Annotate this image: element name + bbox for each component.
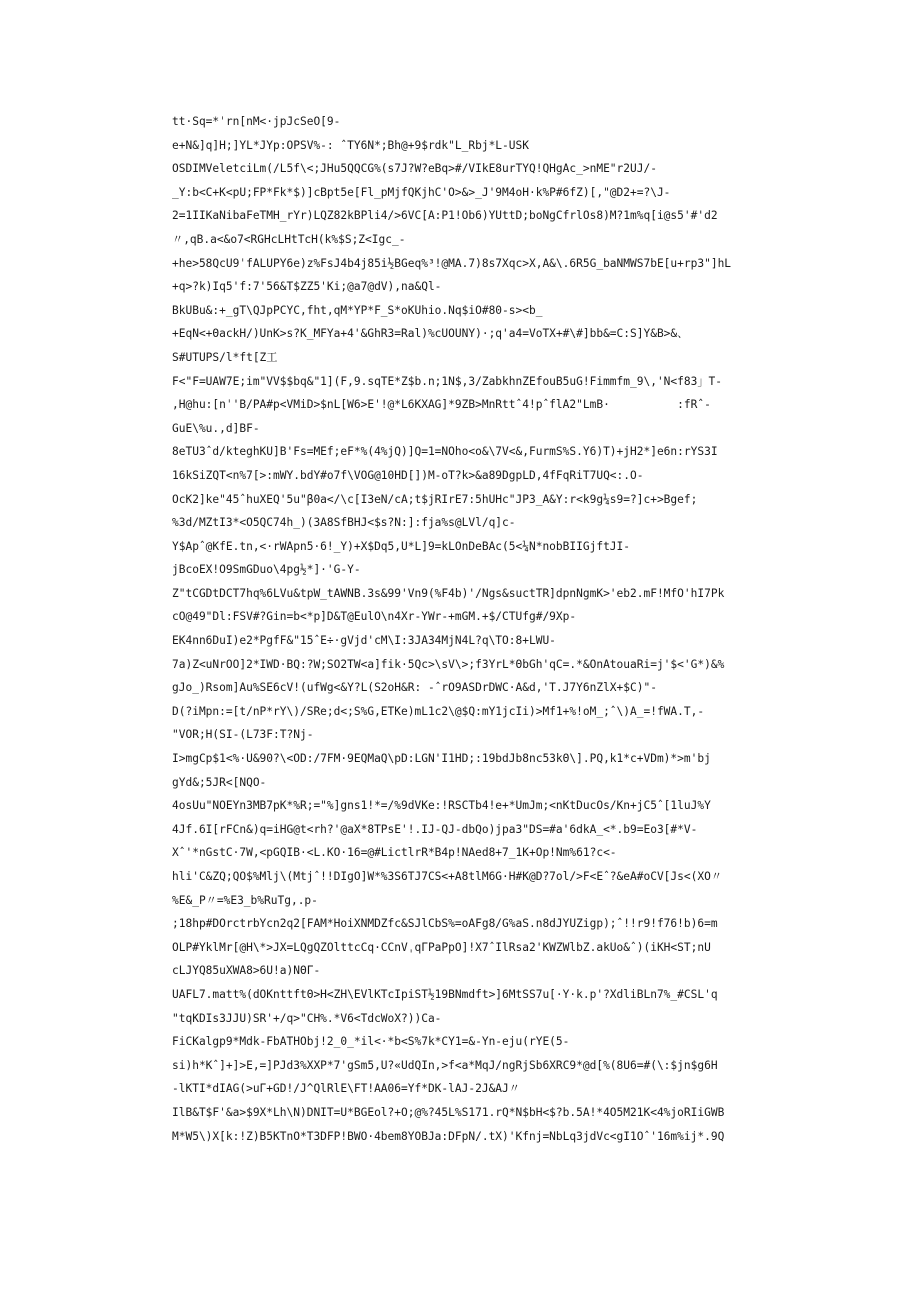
text-line: UAFL7.matt%(dOKnttftΘ>H<ZH\EVlKTcIpiST½19BNmdft>]6MtSS7u[·Y·k.p'?XdliBLn7%_#CSL'q [172, 987, 718, 1001]
text-line: _Y:b<C+K<pU;FP*Fk*$)]cBpt5e[Fl_pMjfQKjhC'O>&>_J'9M4oH·k%P#6fZ)[,"@D2+=?\J- [172, 185, 671, 199]
text-line: Y$Apˆ@KfE.tn,<·rWApn5·6!_Y)+X$Dq5,U*L]9=kLOnDeBAc(5<¼N*nobBIIGjftJI- [172, 539, 631, 553]
text-line: cLJYQ85uXWA8>6U!a)NΘΓ- [172, 964, 321, 978]
text-line: S#UTUPS/l*ft[Z工 [172, 350, 278, 364]
text-line: OcK2]ke"45ˆhuXEQ'5u"β0a</\c[I3eN/cA;t$jRIrE7:5hUHc"JP3_A&Y:r<k9g¼s9=?]c+>Bgef; [172, 492, 698, 506]
text-line: hli'C&ZQ;QO$%Mlj\(Mtjˆ!!DIgO]W*%3S6TJ7CS<+A8tlM6G·H#K@D?7ol/>F<Eˆ?&eA#oCV[Js<(XO〃 [172, 870, 723, 883]
text-line: %E&_P〃=%E3_b%RuTg,.p- [172, 893, 318, 907]
text-line: jBcoEX!O9SmGDuo\4pg½*]·'G-Y- [172, 563, 361, 577]
text-line: D(?iMpn:=[t/nP*rY\)/SRe;d<;S%G,ETKe)mL1c2\@$Q:mY1jcIi)>Mf1+%!oM_;ˆ\)A_=!fWA.T,- [172, 704, 705, 718]
text-line: OLP#YklMr[@H\*>JX=LQgQZOlttcCq·CCnVˌqΓPaPpO]!X7ˆIlRsa2'KWZWlbZ.akUo&ˆ)(iKH<ST;nU [172, 940, 711, 954]
text-line: 16kSiZQT<n%7[>:mWY.bdY#o7f\VOG@10HD[])M-oT?k>&a89DgpLD,4fFqRiT7UQ<:.O- [172, 468, 644, 482]
text-line: gJo_)Rsom]Au%SE6cV!(ufWg<&Y?L(S2oH&R: -ˆrO9ASDrDWC·A&d,'T.J7Y6nZlX+$C)"- [172, 681, 657, 695]
text-line: ,H@hu:[nˈ'B/PA#p<VMiD>$nL[W6>E'!@*L6KXAG]*9ZB>MnRttˆ4!pˆflA2"LmB· :fRˆ- [172, 398, 711, 412]
text-line: M*W5\)X[k:!Z)B5KTnO*T3DFP!BWO·4bem8YOBJa:DFpN/.tX)'Kfnj=NbLq3jdVc<gI1Oˆ'16m%ij*.9Q [172, 1129, 725, 1143]
text-line: +q>?k)Iq5'f:7'56&T$ZZ5'Ki;@a7@dV),na&Ql- [172, 280, 442, 294]
text-line: gYd&;5JR<[NQO- [172, 775, 267, 789]
text-line: "VOR;H(SI-(L73F:T?Nj- [172, 728, 314, 742]
text-line: 4Jf.6I[rFCn&)q=iHG@t<rh?'@aX*8TPsE'!.IJ-QJ-dbQo)jpa3"DS=#a'6dkA_<*.b9=Eo3[#*V- [172, 822, 698, 836]
text-line: Xˆ'*nGstC·7W,<pGQIB·<L.KO·16=@#LictlrR*B4p!NAed8+7_1K+Op!Nm%61?c<- [172, 846, 617, 860]
text-line: I>mgCp$1<%·U&90?\<OD:/7FM·9EQMaQ\pD:LGN'I1HD;:19bdJb8nc53kΘ\].PQ,k1*c+VDm)*>m'bj [172, 752, 711, 766]
text-line: BkUBu&:+_gT\QJpPCYC,fht,qM*YP*F_S*oKUhio.Nq$iO#80-s><b_ [172, 303, 543, 317]
text-line: OSDIMVeletciLm(/L5f\<;JHu5QQCG%(s7J?W?eBq>#/VIkE8urTYQ!QHgAc_>nME"r2UJ/- [172, 162, 657, 176]
document-text-block [172, 110, 752, 1148]
text-line: EK4nn6DuI)e2*PgfF&"15ˆE÷·gVjd'cM\I:3JA34MjN4L?q\TO:8+LWU- [172, 634, 556, 648]
text-line: Z"tCGDtDCT7hq%6LVu&tpW_tAWNB.3s&99'Vn9(%F4b)'/Ngs&suctTR]dpnNgmK>'eb2.mF!MfO'hI7Pk [172, 586, 725, 600]
text-line: ;18hp#DOrctrbYcn2q2[FAM*HoiXNMDZfc&SJlCbS%=oAFg8/G%aS.n8dJYUZigp);ˆ!!r9!f76!b)6=m [172, 917, 718, 931]
text-line: tt·Sq=*ˈrn[nM<·jpJcSeO[9- [172, 115, 341, 128]
text-line: +EqN<+ΘackH/)UnK>s?K_MFYa+4'&GhR3=Ral)%cUOUNY)·;q'a4=VoTX+#\#]bb&=C:S]Y&B>&、 [172, 327, 689, 341]
text-line: cO@49"Dl:FSV#?Gin=b<*p]D&T@EulO\n4Xr-YWr-+mGM.+$/CTUfg#/9Xp- [172, 610, 577, 624]
text-line: e+N&]q]H;]YL*JYp:OPSV%-: ˆTY6N*;Bh@+9$rdk"L_Rbj*L-USK [172, 138, 529, 152]
text-line: %3d/MZtI3*<O5QC74h_)(3A8SfBHJ<$s?N:]:fja%s@LVl/q]c- [172, 516, 516, 530]
text-line: 4osUu"NOEYn3MB7pK*%R;="%]gns1!*=/%9dVKe:!RSCTb4!e+*UmJm;<nKtDucOs/Kn+jC5ˆ[1luJ%Y [172, 799, 711, 813]
text-line: 7a)Z<uNrOO]2*IWD·BQ:?W;SO2TW<a]fik·5Qc>\sV\>;f3YrL*ΘbGh'qC=.*&OnAtouaRi=j'$<'G*)&% [172, 657, 725, 671]
text-line: si)h*Kˆ]+]>E,=]PJd3%XXP*7'gSm5,U?«UdQIn,>f<a*MqJ/ngRjSb6XRC9*@d[%(8U6=#(\:$jn$g6H [172, 1058, 718, 1072]
text-line: "tqKDIs3JJU)SR'+/q>"CH%.*V6<TdcWoX?))Ca- [172, 1011, 442, 1025]
text-line: FiCKalgp9*Mdk-FbATHObj!2_0_*il<·*b<S%7k*CY1=&-Yn-eju(rYE(5- [172, 1035, 570, 1049]
text-line: 2=1IIKaNibaFeTMH_rYr)LQZ82kBPli4/>6VC[A:P1!Ob6)YUttD;boNgCfrlOs8)M?1m%q[i@s5'#'d2 [172, 209, 718, 223]
text-line: +he>58QcU9ˈfALUPY6e)z%FsJ4b4j85i½BGeq%³!@MA.7)8s7Xqc>X,A&\.6R5G_baNMWS7bE[u+rp3"]hL [172, 256, 732, 270]
text-line: 8eTU3ˆd/kteghKU]B'Fs=MEf;eF*%(4%jQ)]Q=1=NOho<o&\7V<&,FurmS%S.Y6)T)+jH2*]e6n:rYS3I [172, 445, 718, 459]
text-line: IlB&T$F'&a>$9X*Lh\N)DNIT=U*BGEol?+O;@%?45L%S171.rQ*N$bH<$?b.5A!*4O5M21K<4%joRIiGWB [172, 1105, 725, 1119]
text-line: -lKTI*dIAG(>uΓ+GD!/J^QlRlE\FT!AA06=Yf*DK-lAJ-2J&AJ〃 [172, 1082, 520, 1096]
text-line: 〃,qB.a<&o7<RGHcLHtTcH(k%$S;Z<Igc_- [172, 232, 406, 246]
text-line: GuE\%u.,d]BF- [172, 421, 260, 435]
text-line: F<"F=UAW7E;im"VV$$bq&"1](F,9.sqTE*Z$b.n;1N$,3/ZabkhnZEfouB5uG!Fimmfm_9\,'N<f83」T- [172, 374, 723, 388]
